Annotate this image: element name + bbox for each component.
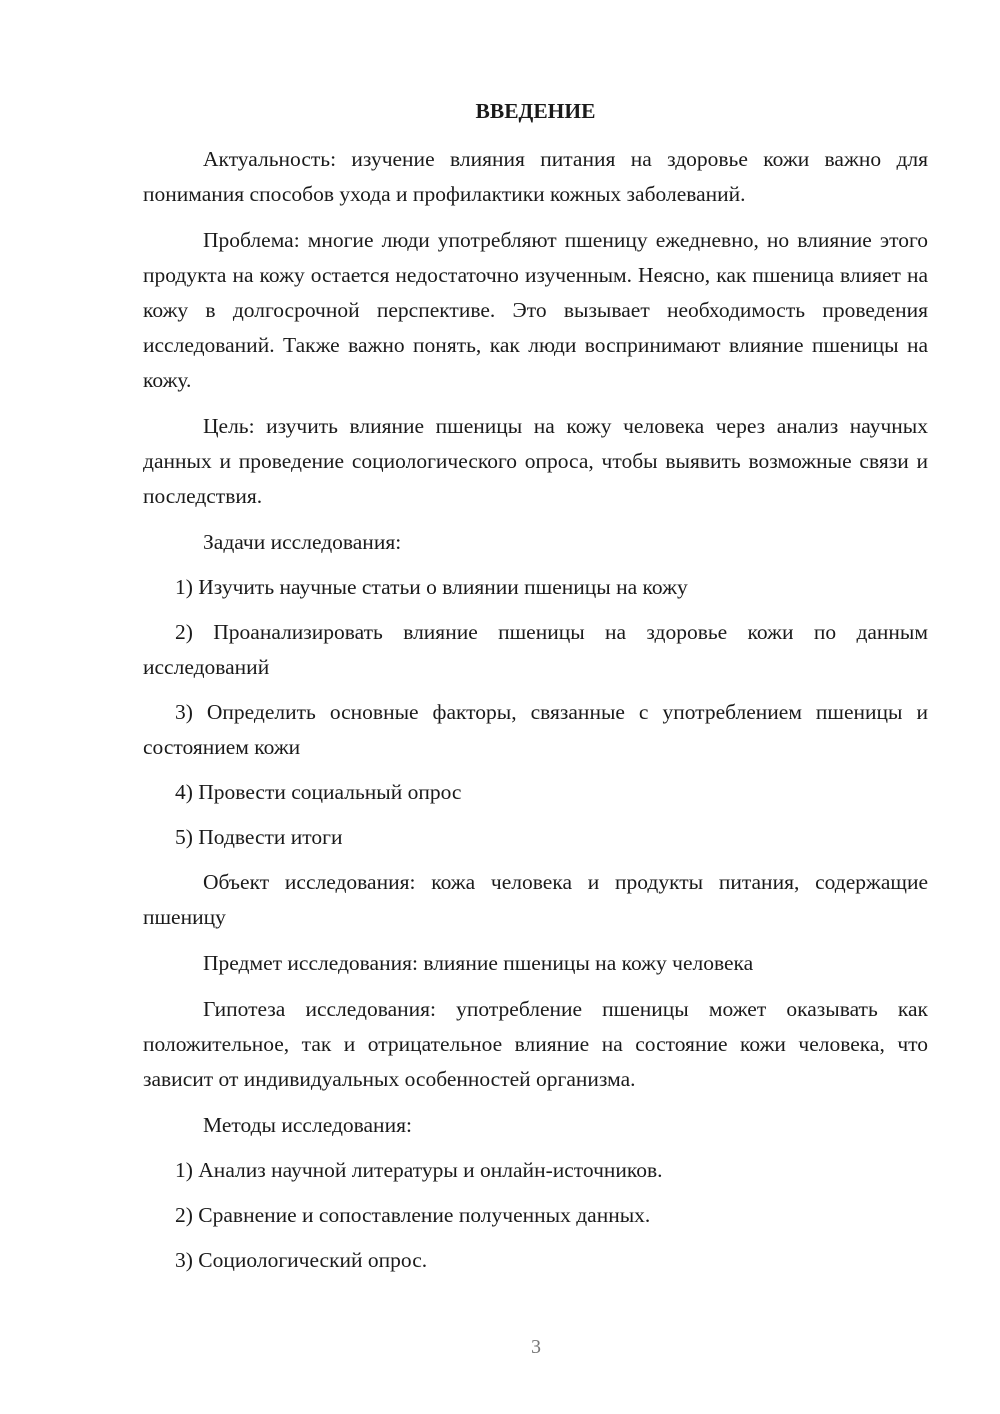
task-item: 3) Определить основные факторы, связанные с употреблением пшеницы и состоянием кожи — [143, 700, 928, 759]
task-item: 1) Изучить научные статьи о влиянии пшеницы на кожу — [175, 575, 688, 599]
method-item: 1) Анализ научной литературы и онлайн-источников. — [175, 1158, 663, 1182]
method-item: 3) Социологический опрос. — [175, 1248, 428, 1272]
task-item: 5) Подвести итоги — [175, 825, 343, 849]
goal-paragraph: Цель: изучить влияние пшеницы на кожу человека через анализ научных данных и проведение социологического опроса, чтобы выявить возможные связи и последствия. — [143, 414, 928, 508]
problem-paragraph: Проблема: многие люди употребляют пшеницу ежедневно, но влияние этого продукта на кожу остается недостаточно изученным. Неясно, как пшеница влияет на кожу в долгосрочной перспективе. Это вызывает необходимость проведения исследований. Также важно понять, как люди воспринимают влияние пшеницы на кожу. — [143, 228, 928, 392]
task-item: 2) Проанализировать влияние пшеницы на здоровье кожи по данным исследований — [143, 620, 928, 679]
section-heading: ВВЕДЕНИЕ — [475, 99, 596, 123]
method-item: 2) Сравнение и сопоставление полученных данных. — [175, 1203, 651, 1227]
subject-paragraph: Предмет исследования: влияние пшеницы на кожу человека — [203, 951, 754, 975]
hypothesis-paragraph: Гипотеза исследования: употребление пшеницы может оказывать как положительное, так и отрицательное влияние на состояние кожи человека, что зависит от индивидуальных особенностей организма. — [143, 997, 928, 1091]
page-number: 3 — [531, 1336, 541, 1358]
page-content — [143, 96, 928, 1288]
relevance-paragraph: Актуальность: изучение влияния питания на здоровье кожи важно для понимания способов ухода и профилактики кожных заболеваний. — [143, 147, 928, 206]
tasks-heading: Задачи исследования: — [203, 530, 402, 554]
task-item: 4) Провести социальный опрос — [175, 780, 462, 804]
object-paragraph: Объект исследования: кожа человека и продукты питания, содержащие пшеницу — [143, 870, 928, 929]
methods-heading: Методы исследования: — [203, 1113, 412, 1137]
